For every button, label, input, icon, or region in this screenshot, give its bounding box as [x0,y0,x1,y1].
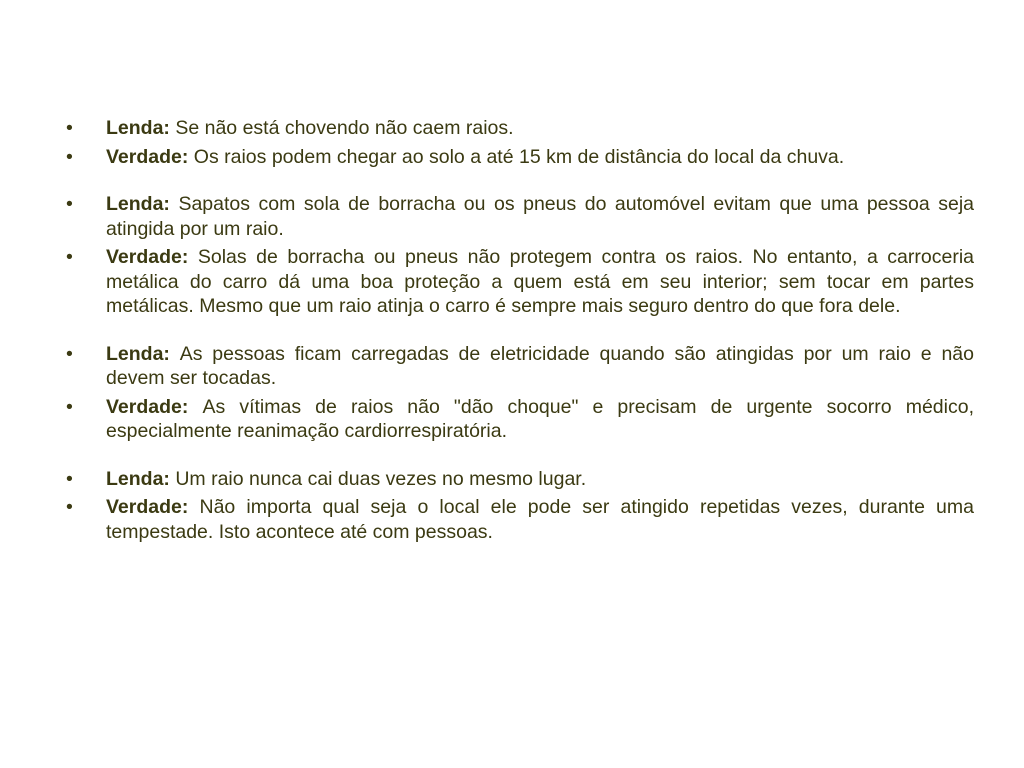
fact-label: Verdade: [106,395,203,418]
list-item [64,495,974,544]
bullet-icon: • [66,342,73,365]
fact-label: Verdade: [106,246,198,268]
myth-label: Lenda: [106,193,179,215]
myth-label: Lenda: [106,467,176,490]
bullet-icon: • [66,117,73,139]
list-item [64,145,974,170]
fact-text: Não importa qual seja o local ele pode ser atingido repetidas vezes, durante uma tempestade. Isto acontece até com pessoas. [106,496,974,543]
myth-fact-group-1 [64,116,974,169]
list-item [64,116,974,141]
list-item [64,192,974,241]
myth-text: Um raio nunca cai duas vezes no mesmo lugar. [175,467,587,490]
myth-text: Sapatos com sola de borracha ou os pneus do automóvel evitam que uma pessoa seja atingida por um raio. [106,193,974,240]
list-item [64,342,974,391]
fact-label: Verdade: [106,496,200,518]
myth-fact-group-4 [64,467,974,545]
bullet-icon: • [66,246,73,268]
fact-text: Os raios podem chegar ao solo a até 15 km de distância do local da chuva. [193,145,845,168]
fact-text: Solas de borracha ou pneus não protegem contra os raios. No entanto, a carroceria metálica do carro dá uma boa proteção a quem está em seu interior; sem tocar em partes metálicas. Mesmo que um raio atinja o carro é sempre mais seguro dentro do que fora dele. [106,246,974,317]
fact-label: Verdade: [106,145,194,168]
list-item [64,395,974,444]
myth-text: As pessoas ficam carregadas de eletricidade quando são atingidas por um raio e não devem ser tocadas. [106,342,974,389]
bullet-icon: • [66,496,73,518]
fact-text: As vítimas de raios não "dão choque" e precisam de urgente socorro médico, especialmente reanimação cardiorrespiratória. [106,395,974,442]
myth-fact-group-3 [64,342,974,444]
bullet-list [64,116,974,567]
myth-label: Lenda: [106,342,180,365]
bullet-icon: • [66,145,73,168]
bullet-icon: • [66,395,73,418]
list-item [64,467,974,492]
myth-fact-group-2 [64,192,974,319]
bullet-icon: • [66,467,73,490]
myth-text: Se não está chovendo não caem raios. [175,117,514,139]
myth-label: Lenda: [106,117,176,139]
bullet-icon: • [66,193,73,215]
list-item [64,245,974,319]
